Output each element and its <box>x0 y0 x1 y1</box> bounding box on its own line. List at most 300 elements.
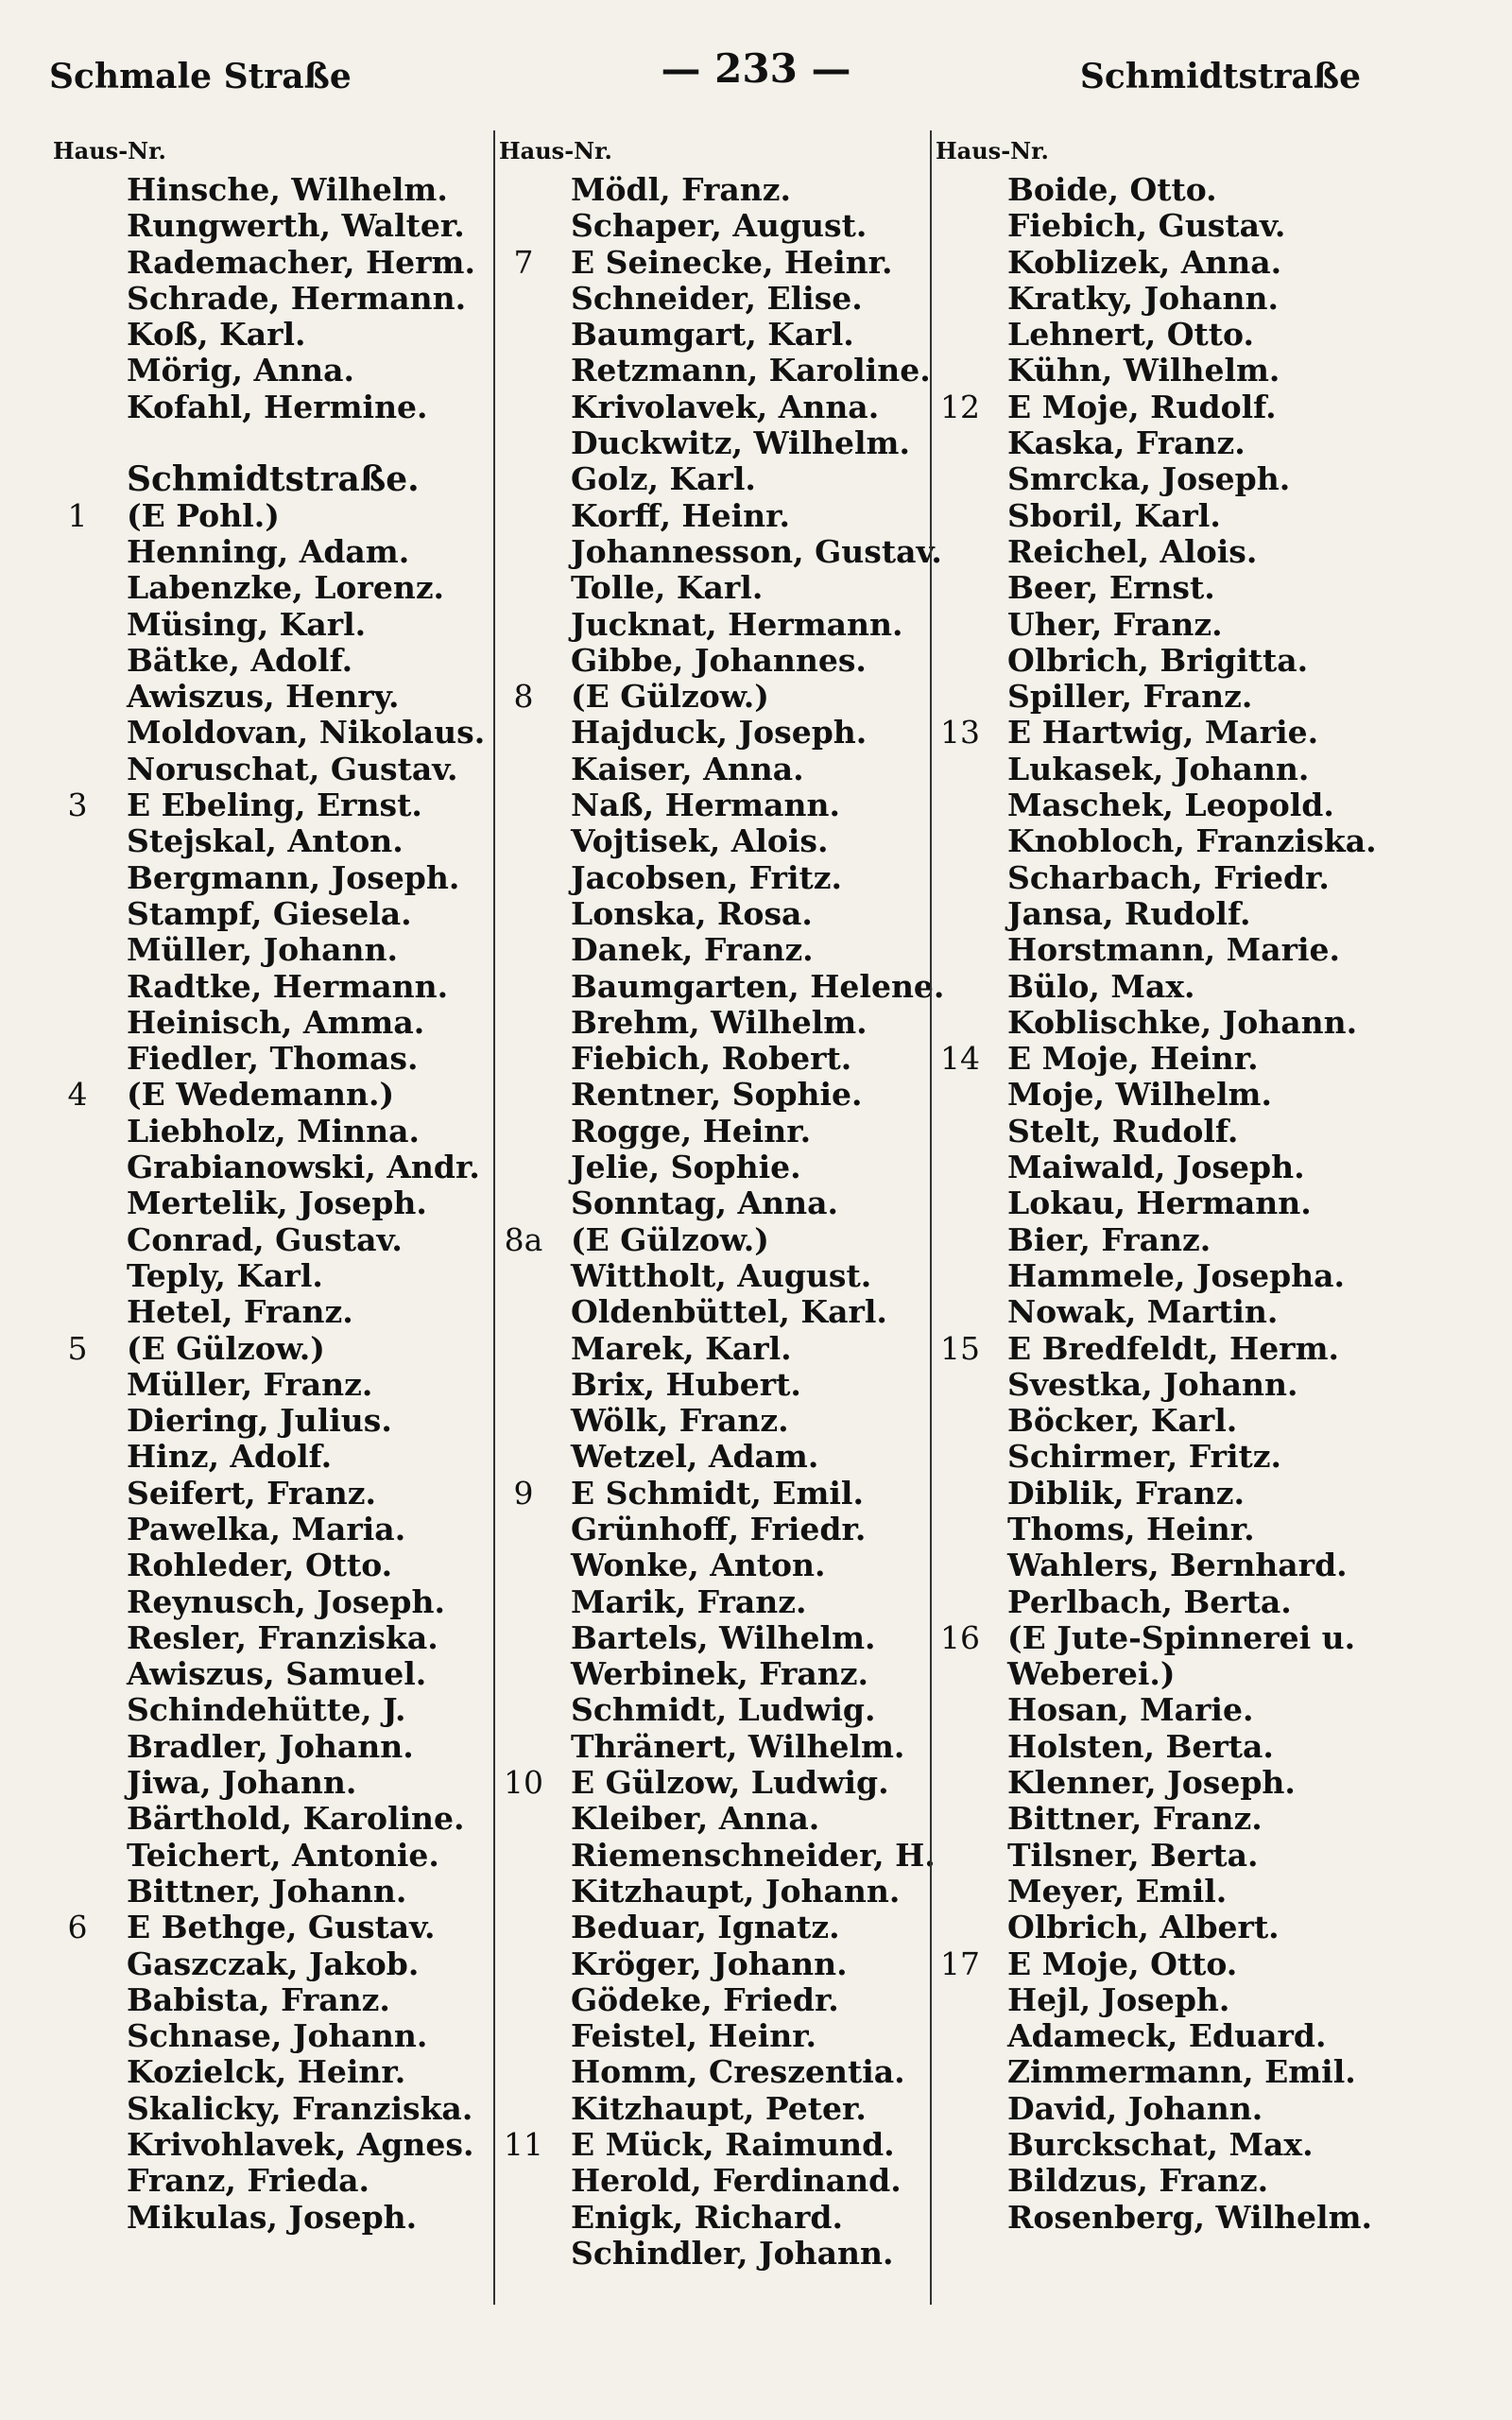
directory-entry <box>495 461 930 497</box>
directory-entry <box>932 1258 1461 1294</box>
resident-name: Schrade, Hermann. <box>127 279 467 317</box>
directory-entry <box>495 932 930 968</box>
directory-entry <box>495 317 930 353</box>
directory-entry <box>932 498 1461 534</box>
resident-name: Klenner, Joseph. <box>1007 1764 1296 1802</box>
directory-entry <box>49 1584 493 1620</box>
resident-name: Thränert, Wilhelm. <box>571 1727 905 1765</box>
directory-entry <box>932 823 1461 859</box>
resident-name: Krivolavek, Anna. <box>571 388 880 425</box>
directory-entry <box>932 317 1461 353</box>
directory-entry <box>49 969 493 1005</box>
directory-entry <box>495 2200 930 2236</box>
directory-entry <box>49 1331 493 1367</box>
spacer <box>49 425 493 461</box>
directory-entry <box>495 860 930 896</box>
directory-entry <box>932 787 1461 823</box>
resident-name: Rungwerth, Walter. <box>127 207 465 245</box>
directory-entry <box>932 679 1461 715</box>
house-number: 3 <box>67 786 88 824</box>
directory-entry <box>495 1476 930 1512</box>
resident-name: Enigk, Richard. <box>571 2198 843 2236</box>
resident-name: Conrad, Gustav. <box>127 1220 403 1258</box>
resident-name: Scharbach, Friedr. <box>1007 858 1330 896</box>
directory-entry <box>49 208 493 244</box>
directory-entry <box>495 1403 930 1439</box>
directory-entry <box>49 1801 493 1837</box>
resident-name: Rentner, Sophie. <box>571 1076 863 1114</box>
resident-name: Seifert, Franz. <box>127 1474 376 1512</box>
resident-name: Baumgarten, Helene. <box>571 967 945 1005</box>
directory-entry <box>49 787 493 823</box>
resident-name: Rohleder, Otto. <box>127 1547 393 1584</box>
directory-entry <box>49 1077 493 1113</box>
directory-entry <box>932 353 1461 389</box>
resident-name: (E Pohl.) <box>127 496 280 534</box>
directory-entry <box>49 317 493 353</box>
resident-name: Müller, Franz. <box>127 1365 373 1403</box>
directory-entry <box>932 1801 1461 1837</box>
directory-entry <box>932 1367 1461 1403</box>
directory-entry <box>932 1294 1461 1330</box>
resident-name: Bildzus, Franz. <box>1007 2162 1269 2200</box>
resident-name: Holsten, Berta. <box>1007 1727 1274 1765</box>
resident-name: Burckschat, Max. <box>1007 2126 1314 2164</box>
resident-name: Schmidt, Ludwig. <box>571 1691 876 1729</box>
directory-entry <box>495 2127 930 2163</box>
directory-entry <box>49 1656 493 1692</box>
house-number: 13 <box>940 714 980 752</box>
resident-name: Schindehütte, J. <box>127 1691 406 1729</box>
resident-name: Jiwa, Johann. <box>127 1764 357 1802</box>
directory-entry <box>49 1512 493 1547</box>
directory-entry <box>495 1439 930 1475</box>
resident-name: Kleiber, Anna. <box>571 1800 820 1838</box>
house-number: 15 <box>940 1329 980 1367</box>
directory-entry <box>932 1512 1461 1547</box>
resident-name: Diblik, Franz. <box>1007 1474 1245 1512</box>
resident-name: Resler, Franziska. <box>127 1618 438 1656</box>
directory-entry <box>495 967 945 1005</box>
directory-entry <box>932 715 1461 751</box>
directory-entry <box>49 1982 493 2018</box>
resident-name: Teichert, Antonie. <box>127 1836 439 1874</box>
directory-entry <box>495 2163 930 2199</box>
directory-entry <box>495 1005 930 1041</box>
house-number: 12 <box>940 388 980 425</box>
resident-name: Liebholz, Minna. <box>127 1112 420 1150</box>
directory-entry <box>495 498 930 534</box>
directory-entry <box>495 1547 930 1583</box>
directory-entry <box>49 1620 493 1656</box>
directory-entry <box>932 389 1461 425</box>
directory-entry <box>932 1729 1461 1765</box>
resident-name: Bittner, Franz. <box>1007 1800 1263 1838</box>
directory-entry <box>49 823 493 859</box>
directory-entry <box>495 1331 930 1367</box>
column-1 <box>49 130 493 2305</box>
resident-name: Fiedler, Thomas. <box>127 1040 419 1078</box>
resident-name: E Hartwig, Marie. <box>1007 714 1319 752</box>
directory-entry <box>495 1874 930 1910</box>
resident-name: Koß, Karl. <box>127 316 306 354</box>
house-number: 7 <box>513 243 534 281</box>
directory-entry <box>49 679 493 715</box>
directory-entry <box>932 281 1461 317</box>
resident-name: Moldovan, Nikolaus. <box>127 714 486 752</box>
resident-name: David, Johann. <box>1007 2089 1263 2127</box>
resident-name: Vojtisek, Alois. <box>571 822 829 860</box>
resident-name: (E Gülzow.) <box>571 1220 769 1258</box>
resident-name: Henning, Adam. <box>127 532 410 570</box>
resident-name: Lokau, Hermann. <box>1007 1184 1312 1222</box>
directory-entry <box>932 245 1461 281</box>
directory-entry <box>49 1294 493 1330</box>
resident-name: Wahlers, Bernhard. <box>1007 1547 1348 1584</box>
directory-entry <box>49 2054 493 2090</box>
resident-name: (E Gülzow.) <box>571 678 769 716</box>
directory-entry <box>932 607 1461 643</box>
resident-name: Brix, Hubert. <box>571 1365 801 1403</box>
directory-entry <box>932 425 1461 461</box>
resident-name: Fiebich, Gustav. <box>1007 207 1286 245</box>
column-label: Haus-Nr. <box>936 137 1049 164</box>
resident-name: Wonke, Anton. <box>571 1547 826 1584</box>
page-header <box>0 45 1512 102</box>
resident-name: E Bredfeldt, Herm. <box>1007 1329 1339 1367</box>
directory-entry <box>932 1476 1461 1512</box>
directory-entry <box>49 1114 493 1150</box>
resident-name: Bittner, Johann. <box>127 1872 407 1910</box>
directory-entry <box>49 1185 493 1221</box>
directory-entry <box>495 1836 936 1874</box>
resident-name: Uher, Franz. <box>1007 605 1223 643</box>
resident-name: Awiszus, Samuel. <box>127 1655 427 1693</box>
resident-name: Feistel, Heinr. <box>571 2017 817 2055</box>
resident-name: Schaper, August. <box>571 207 868 245</box>
resident-name: Reynusch, Joseph. <box>127 1582 445 1620</box>
resident-name: Bärthold, Karoline. <box>127 1800 465 1838</box>
directory-entry <box>49 1150 493 1185</box>
resident-name: Baumgart, Karl. <box>571 316 854 354</box>
resident-name: Jansa, Rudolf. <box>1007 894 1251 932</box>
directory-entry <box>495 2018 930 2054</box>
directory-entry <box>932 969 1461 1005</box>
directory-entry <box>932 172 1461 208</box>
resident-name: Mertelik, Joseph. <box>127 1184 427 1222</box>
resident-name: Schneider, Elise. <box>571 279 863 317</box>
directory-entry <box>49 172 493 208</box>
directory-entry <box>49 2163 493 2199</box>
house-number: 14 <box>940 1040 980 1078</box>
resident-name: Thoms, Heinr. <box>1007 1510 1255 1547</box>
directory-entry <box>49 1041 493 1077</box>
directory-entry <box>932 1403 1461 1439</box>
directory-entry <box>495 1656 930 1692</box>
resident-name: Spiller, Franz. <box>1007 678 1253 716</box>
directory-entry <box>49 1222 493 1258</box>
directory-entry <box>932 643 1461 679</box>
resident-name: E Gülzow, Ludwig. <box>571 1764 889 1802</box>
directory-entry <box>932 752 1461 787</box>
directory-entry <box>49 1910 493 1945</box>
house-number: 10 <box>504 1764 543 1802</box>
directory-entry <box>495 1765 930 1801</box>
directory-entry <box>495 1150 930 1185</box>
directory-entry <box>932 1765 1461 1801</box>
resident-name: Bülo, Max. <box>1007 967 1195 1005</box>
directory-entry <box>49 2018 493 2054</box>
resident-name: Pawelka, Maria. <box>127 1510 406 1547</box>
resident-name: Gibbe, Johannes. <box>571 641 867 679</box>
directory-entry <box>495 1620 930 1656</box>
directory-entry <box>49 1729 493 1765</box>
directory-entry <box>495 1729 930 1765</box>
resident-name: Kitzhaupt, Peter. <box>571 2089 867 2127</box>
directory-entry <box>495 1692 930 1728</box>
directory-entry <box>932 1150 1461 1185</box>
house-number: 5 <box>67 1329 88 1367</box>
directory-entry <box>49 752 493 787</box>
directory-entry <box>49 570 493 606</box>
resident-name: Skalicky, Franziska. <box>127 2089 473 2127</box>
resident-name: Weberei.) <box>1007 1655 1176 1693</box>
resident-name: Hosan, Marie. <box>1007 1691 1254 1729</box>
resident-name: Reichel, Alois. <box>1007 532 1258 570</box>
directory-entry <box>932 1620 1461 1656</box>
resident-name: Schirmer, Fritz. <box>1007 1438 1281 1476</box>
resident-name: Meyer, Emil. <box>1007 1872 1228 1910</box>
resident-name: Kratky, Johann. <box>1007 279 1280 317</box>
directory-entry <box>495 2054 930 2090</box>
resident-name: Gödeke, Friedr. <box>571 1980 839 2018</box>
directory-entry <box>49 1476 493 1512</box>
directory-entry <box>932 570 1461 606</box>
directory-entry <box>495 172 930 208</box>
directory-entry <box>495 752 930 787</box>
resident-name: E Moje, Heinr. <box>1007 1040 1259 1078</box>
directory-entry <box>495 1512 930 1547</box>
resident-name: Kitzhaupt, Johann. <box>571 1872 901 1910</box>
house-number: 8a <box>504 1220 543 1258</box>
resident-name: Bartels, Wilhelm. <box>571 1618 876 1656</box>
house-number: 4 <box>67 1076 88 1114</box>
column-label: Haus-Nr. <box>499 137 612 164</box>
directory-entry <box>495 2236 930 2272</box>
house-number: 8 <box>513 678 534 716</box>
resident-name: Grabianowski, Andr. <box>127 1149 480 1186</box>
resident-name: Gaszczak, Jakob. <box>127 1945 420 1982</box>
directory-entry <box>932 1946 1461 1982</box>
directory-entry <box>495 425 930 461</box>
directory-entry <box>495 2091 930 2127</box>
resident-name: Perlbach, Berta. <box>1007 1582 1292 1620</box>
resident-name: Koblischke, Johann. <box>1007 1003 1358 1041</box>
directory-entry <box>49 1838 493 1874</box>
directory-entry <box>49 1258 493 1294</box>
resident-name: Svestka, Johann. <box>1007 1365 1298 1403</box>
resident-name: Danek, Franz. <box>571 931 814 969</box>
directory-entry <box>495 208 930 244</box>
resident-name: Duckwitz, Wilhelm. <box>571 424 910 462</box>
directory-entry <box>495 281 930 317</box>
directory-entry <box>495 896 930 932</box>
resident-name: Lukasek, Johann. <box>1007 750 1310 787</box>
directory-entry <box>49 245 493 281</box>
resident-name: Krivohlavek, Agnes. <box>127 2126 474 2164</box>
resident-name: Jucknat, Hermann. <box>571 605 903 643</box>
directory-entry <box>495 353 930 389</box>
resident-name: Bätke, Adolf. <box>127 641 353 679</box>
directory-entry <box>49 1403 493 1439</box>
resident-name: Diering, Julius. <box>127 1402 392 1440</box>
directory-entry <box>495 245 930 281</box>
directory-entry <box>932 896 1461 932</box>
resident-name: Grünhoff, Friedr. <box>571 1510 867 1547</box>
directory-entry <box>932 860 1461 896</box>
resident-name: Schmidtstraße. <box>127 459 420 500</box>
directory-entry <box>932 2163 1461 2199</box>
resident-name: Oldenbüttel, Karl. <box>571 1293 887 1331</box>
directory-entry <box>932 1838 1461 1874</box>
directory-entry <box>932 2127 1461 2163</box>
directory-entry <box>495 715 930 751</box>
directory-entry <box>495 1077 930 1113</box>
resident-name: (E Wedemann.) <box>127 1076 395 1114</box>
directory-entry <box>495 570 930 606</box>
directory-entry <box>932 1656 1461 1692</box>
directory-entry <box>49 534 493 570</box>
resident-name: Herold, Ferdinand. <box>571 2162 902 2200</box>
resident-name: Mörig, Anna. <box>127 352 354 389</box>
resident-name: Jelie, Sophie. <box>571 1149 801 1186</box>
resident-name: Awiszus, Henry. <box>127 678 400 716</box>
directory-entry <box>932 1331 1461 1367</box>
resident-name: Mikulas, Joseph. <box>127 2198 418 2236</box>
directory-entry <box>495 1910 930 1945</box>
directory-entry <box>495 823 930 859</box>
resident-name: Radtke, Hermann. <box>127 967 449 1005</box>
resident-name: (E Jute-Spinnerei u. <box>1007 1618 1356 1656</box>
resident-name: Wittholt, August. <box>571 1256 872 1294</box>
resident-name: Teply, Karl. <box>127 1256 323 1294</box>
resident-name: Rogge, Heinr. <box>571 1112 812 1150</box>
directory-entry <box>495 1982 930 2018</box>
street-heading <box>49 459 493 500</box>
resident-name: Sboril, Karl. <box>1007 496 1221 534</box>
resident-name: Wetzel, Adam. <box>571 1438 819 1476</box>
resident-name: Boide, Otto. <box>1007 171 1217 208</box>
directory-entry <box>495 389 930 425</box>
directory-entry <box>49 1765 493 1801</box>
resident-name: Koblizek, Anna. <box>1007 243 1282 281</box>
resident-name: Adameck, Eduard. <box>1007 2017 1327 2055</box>
resident-name: Tolle, Karl. <box>571 569 764 607</box>
resident-name: Schnase, Johann. <box>127 2017 428 2055</box>
resident-name: Müsing, Karl. <box>127 605 367 643</box>
resident-name: Kaiser, Anna. <box>571 750 804 787</box>
directory-entry <box>495 1258 930 1294</box>
house-number: 6 <box>67 1909 88 1946</box>
resident-name: Rosenberg, Wilhelm. <box>1007 2198 1372 2236</box>
directory-entry <box>49 607 493 643</box>
resident-name: Mödl, Franz. <box>571 171 791 208</box>
house-number: 16 <box>940 1618 980 1656</box>
resident-name: E Ebeling, Ernst. <box>127 786 422 824</box>
directory-entry <box>932 2091 1461 2127</box>
resident-name: Müller, Johann. <box>127 931 399 969</box>
resident-name: Johannesson, Gustav. <box>571 532 942 570</box>
resident-name: Smrcka, Joseph. <box>1007 460 1291 498</box>
resident-name: Zimmermann, Emil. <box>1007 2053 1356 2091</box>
resident-name: Beduar, Ignatz. <box>571 1909 840 1946</box>
directory-entry <box>932 1874 1461 1910</box>
directory-entry <box>49 1692 493 1728</box>
directory-entry <box>932 1692 1461 1728</box>
directory-entry <box>932 1547 1461 1583</box>
directory-entry <box>932 2200 1461 2236</box>
running-head-left: Schmale Straße <box>49 57 352 96</box>
directory-entry <box>49 2200 493 2236</box>
directory-entry <box>495 1946 930 1982</box>
resident-name: Werbinek, Franz. <box>571 1655 869 1693</box>
resident-name: Kozielck, Heinr. <box>127 2053 406 2091</box>
resident-name: Horstmann, Marie. <box>1007 931 1340 969</box>
directory-entry <box>49 896 493 932</box>
resident-name: Sonntag, Anna. <box>571 1184 838 1222</box>
directory-entry <box>495 643 930 679</box>
directory-entry <box>932 1041 1461 1077</box>
directory-entry <box>932 1910 1461 1945</box>
resident-name: Olbrich, Albert. <box>1007 1909 1280 1946</box>
resident-name: E Schmidt, Emil. <box>571 1474 864 1512</box>
resident-name: Böcker, Karl. <box>1007 1402 1238 1440</box>
resident-name: Riemenschneider, H. <box>571 1836 936 1874</box>
directory-entry <box>49 715 493 751</box>
directory-entry <box>495 532 942 570</box>
house-number: 1 <box>67 496 88 534</box>
directory-entry <box>495 1584 930 1620</box>
resident-name: Stejskal, Anton. <box>127 822 404 860</box>
running-head-right: Schmidtstraße <box>1079 57 1361 96</box>
resident-name: E Mück, Raimund. <box>571 2126 895 2164</box>
directory-entry <box>495 1801 930 1837</box>
directory-entry <box>495 1185 930 1221</box>
resident-name: Jacobsen, Fritz. <box>571 858 842 896</box>
directory-entry <box>49 389 493 425</box>
resident-name: Naß, Hermann. <box>571 786 840 824</box>
directory-entry <box>49 1005 493 1041</box>
resident-name: Maiwald, Joseph. <box>1007 1149 1305 1186</box>
directory-entry <box>932 2054 1461 2090</box>
page-number: — 233 — <box>661 45 851 92</box>
resident-name: Kühn, Wilhelm. <box>1007 352 1280 389</box>
column-3 <box>930 130 1461 2305</box>
resident-name: Moje, Wilhelm. <box>1007 1076 1272 1114</box>
resident-name: Franz, Frieda. <box>127 2162 370 2200</box>
directory-entry <box>49 498 493 534</box>
resident-name: Labenzke, Lorenz. <box>127 569 445 607</box>
resident-name: Tilsner, Berta. <box>1007 1836 1259 1874</box>
resident-name: Korff, Heinr. <box>571 496 790 534</box>
directory-entry <box>932 1584 1461 1620</box>
resident-name: Bradler, Johann. <box>127 1727 414 1765</box>
resident-name: E Bethge, Gustav. <box>127 1909 436 1946</box>
resident-name: Homm, Creszentia. <box>571 2053 905 2091</box>
resident-name: Noruschat, Gustav. <box>127 750 458 787</box>
resident-name: E Moje, Otto. <box>1007 1945 1238 1982</box>
directory-entry <box>932 1005 1461 1041</box>
